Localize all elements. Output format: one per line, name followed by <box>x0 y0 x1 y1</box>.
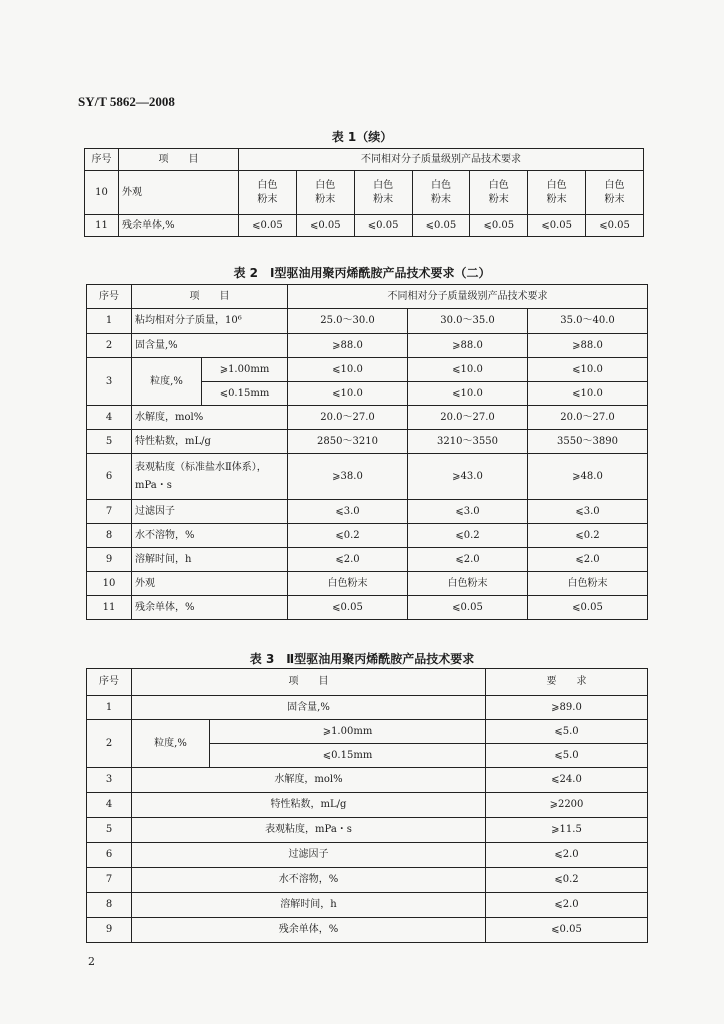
cell-value: ⩽0.05 <box>354 215 412 237</box>
cell-value: ⩽10.0 <box>288 382 408 406</box>
row-item: 表观粘度，mPa・s <box>132 818 486 843</box>
row-number: 2 <box>87 334 132 358</box>
cell-value: ⩾38.0 <box>288 454 408 500</box>
cell-value: ⩽10.0 <box>408 382 528 406</box>
cell-value: 白色粉末 <box>288 572 408 596</box>
row-number: 8 <box>87 893 132 918</box>
table2-head-item: 项 目 <box>132 285 288 309</box>
cell-value: 白色粉末 <box>528 572 648 596</box>
table2-head-req: 不同相对分子质量级别产品技术要求 <box>288 285 648 309</box>
table3-head-req: 要 求 <box>486 669 648 696</box>
cell-value: ⩽5.0 <box>486 744 648 768</box>
row-item: 粘均相对分子质量，10⁶ <box>132 309 288 334</box>
row-item: 特性粘数，mL/g <box>132 793 486 818</box>
row-item: 表观粘度（标准盐水Ⅱ体系），mPa・s <box>132 454 288 500</box>
cell-value: 白色 粉末 <box>354 171 412 215</box>
table-row <box>87 454 648 500</box>
cell-value: ⩽0.05 <box>408 596 528 620</box>
row-item: 水解度，mol% <box>132 768 486 793</box>
row-number: 9 <box>87 548 132 572</box>
standard-number: SY/T 5862—2008 <box>78 94 175 109</box>
cell-value: 20.0～27.0 <box>288 406 408 430</box>
table1-head-item: 项 目 <box>119 149 239 171</box>
cell-value: 白色 粉末 <box>528 171 586 215</box>
cell-value: ⩽2.0 <box>486 893 648 918</box>
cell-value: ⩽2.0 <box>408 548 528 572</box>
cell-value: ⩽3.0 <box>408 500 528 524</box>
table-row <box>87 524 648 548</box>
table-row <box>87 596 648 620</box>
cell-value: ⩾48.0 <box>528 454 648 500</box>
cell-value: 20.0～27.0 <box>408 406 528 430</box>
table-row <box>87 334 648 358</box>
row-item: 溶解时间，h <box>132 548 288 572</box>
cell-value: 20.0～27.0 <box>528 406 648 430</box>
cell-value: ⩽3.0 <box>528 500 648 524</box>
row-number: 9 <box>87 918 132 943</box>
cell-value: ⩾89.0 <box>486 696 648 720</box>
row-item: 残余单体，% <box>132 596 288 620</box>
cell-value: ⩽0.2 <box>528 524 648 548</box>
row-number: 8 <box>87 524 132 548</box>
row-subitem: ⩾1.00mm <box>210 720 486 744</box>
page-number: 2 <box>88 955 95 968</box>
row-item: 固含量,% <box>132 334 288 358</box>
cell-value: 白色 粉末 <box>296 171 354 215</box>
table-row <box>87 430 648 454</box>
cell-value: 35.0～40.0 <box>528 309 648 334</box>
table-row <box>87 918 648 943</box>
cell-value: ⩽0.05 <box>239 215 297 237</box>
cell-value: 白色 粉末 <box>239 171 297 215</box>
cell-value: 白色 粉末 <box>586 171 644 215</box>
cell-value: 30.0～35.0 <box>408 309 528 334</box>
table-row <box>87 793 648 818</box>
cell-value: ⩽2.0 <box>288 548 408 572</box>
row-number: 6 <box>87 843 132 868</box>
table-row <box>87 818 648 843</box>
cell-value: ⩽0.2 <box>288 524 408 548</box>
row-number: 7 <box>87 868 132 893</box>
table2 <box>86 284 648 620</box>
row-item: 外观 <box>119 171 239 215</box>
cell-value: ⩾88.0 <box>288 334 408 358</box>
row-item: 水不溶物，% <box>132 524 288 548</box>
cell-value: ⩽0.05 <box>412 215 470 237</box>
cell-value: 3210～3550 <box>408 430 528 454</box>
cell-value: ⩽0.05 <box>586 215 644 237</box>
table-row <box>87 500 648 524</box>
cell-value: ⩽10.0 <box>528 382 648 406</box>
row-item: 溶解时间，h <box>132 893 486 918</box>
row-number: 3 <box>87 768 132 793</box>
row-item: 粒度,% <box>132 720 210 768</box>
row-number: 11 <box>85 215 119 237</box>
row-number: 5 <box>87 818 132 843</box>
table1-caption: 表 1（续） <box>331 130 393 144</box>
cell-value: ⩾88.0 <box>408 334 528 358</box>
row-item: 外观 <box>132 572 288 596</box>
row-subitem: ⩽0.15mm <box>210 744 486 768</box>
table1 <box>84 148 644 237</box>
table3-caption: 表 3 Ⅱ型驱油用聚丙烯酰胺产品技术要求 <box>249 652 475 666</box>
cell-value: ⩾11.5 <box>486 818 648 843</box>
table-row <box>87 358 648 382</box>
table1-head-req: 不同相对分子质量级别产品技术要求 <box>239 149 644 171</box>
cell-value: 白色 粉末 <box>470 171 528 215</box>
cell-value: ⩾43.0 <box>408 454 528 500</box>
row-item: 水不溶物，% <box>132 868 486 893</box>
row-item: 残余单体，% <box>132 918 486 943</box>
table3-head-seq: 序号 <box>87 669 132 696</box>
row-number: 2 <box>87 720 132 768</box>
table2-caption: 表 2 Ⅰ型驱油用聚丙烯酰胺产品技术要求（二） <box>233 266 491 280</box>
row-number: 4 <box>87 406 132 430</box>
row-number: 4 <box>87 793 132 818</box>
cell-value: ⩽3.0 <box>288 500 408 524</box>
row-number: 5 <box>87 430 132 454</box>
cell-value: ⩽10.0 <box>408 358 528 382</box>
cell-value: ⩾2200 <box>486 793 648 818</box>
row-number: 10 <box>85 171 119 215</box>
table1-head-seq: 序号 <box>85 149 119 171</box>
cell-value: 白色 粉末 <box>412 171 470 215</box>
cell-value: ⩽24.0 <box>486 768 648 793</box>
cell-value: ⩽0.2 <box>408 524 528 548</box>
cell-value: ⩽0.05 <box>288 596 408 620</box>
cell-value: ⩽0.05 <box>486 918 648 943</box>
table-row <box>87 548 648 572</box>
table-row <box>87 696 648 720</box>
cell-value: 2850～3210 <box>288 430 408 454</box>
cell-value: ⩽10.0 <box>528 358 648 382</box>
table-row <box>87 893 648 918</box>
row-subitem: ⩽0.15mm <box>202 382 288 406</box>
cell-value: ⩽0.05 <box>528 215 586 237</box>
table-row <box>87 572 648 596</box>
table3 <box>86 668 648 943</box>
row-number: 6 <box>87 454 132 500</box>
row-item: 固含量,% <box>132 696 486 720</box>
table-row <box>87 843 648 868</box>
cell-value: ⩽0.05 <box>470 215 528 237</box>
row-subitem: ⩾1.00mm <box>202 358 288 382</box>
row-number: 1 <box>87 696 132 720</box>
cell-value: ⩽10.0 <box>288 358 408 382</box>
table-row <box>85 171 644 215</box>
table-row <box>87 406 648 430</box>
cell-value: ⩽0.2 <box>486 868 648 893</box>
cell-value: 3550～3890 <box>528 430 648 454</box>
row-number: 1 <box>87 309 132 334</box>
table-row <box>87 309 648 334</box>
cell-value: ⩽0.05 <box>296 215 354 237</box>
table2-head-seq: 序号 <box>87 285 132 309</box>
row-number: 7 <box>87 500 132 524</box>
cell-value: ⩽5.0 <box>486 720 648 744</box>
cell-value: ⩽0.05 <box>528 596 648 620</box>
row-number: 11 <box>87 596 132 620</box>
table-row <box>85 215 644 237</box>
row-item: 水解度，mol% <box>132 406 288 430</box>
cell-value: ⩾88.0 <box>528 334 648 358</box>
row-number: 10 <box>87 572 132 596</box>
cell-value: ⩽2.0 <box>528 548 648 572</box>
row-item: 过滤因子 <box>132 500 288 524</box>
table3-head-item: 项 目 <box>132 669 486 696</box>
row-item: 粒度,% <box>132 358 202 406</box>
row-item: 过滤因子 <box>132 843 486 868</box>
cell-value: 25.0～30.0 <box>288 309 408 334</box>
table-row <box>87 720 648 744</box>
cell-value: ⩽2.0 <box>486 843 648 868</box>
row-item: 残余单体,% <box>119 215 239 237</box>
table-row <box>87 768 648 793</box>
row-item: 特性粘数，mL/g <box>132 430 288 454</box>
cell-value: 白色粉末 <box>408 572 528 596</box>
row-number: 3 <box>87 358 132 406</box>
table-row <box>87 868 648 893</box>
